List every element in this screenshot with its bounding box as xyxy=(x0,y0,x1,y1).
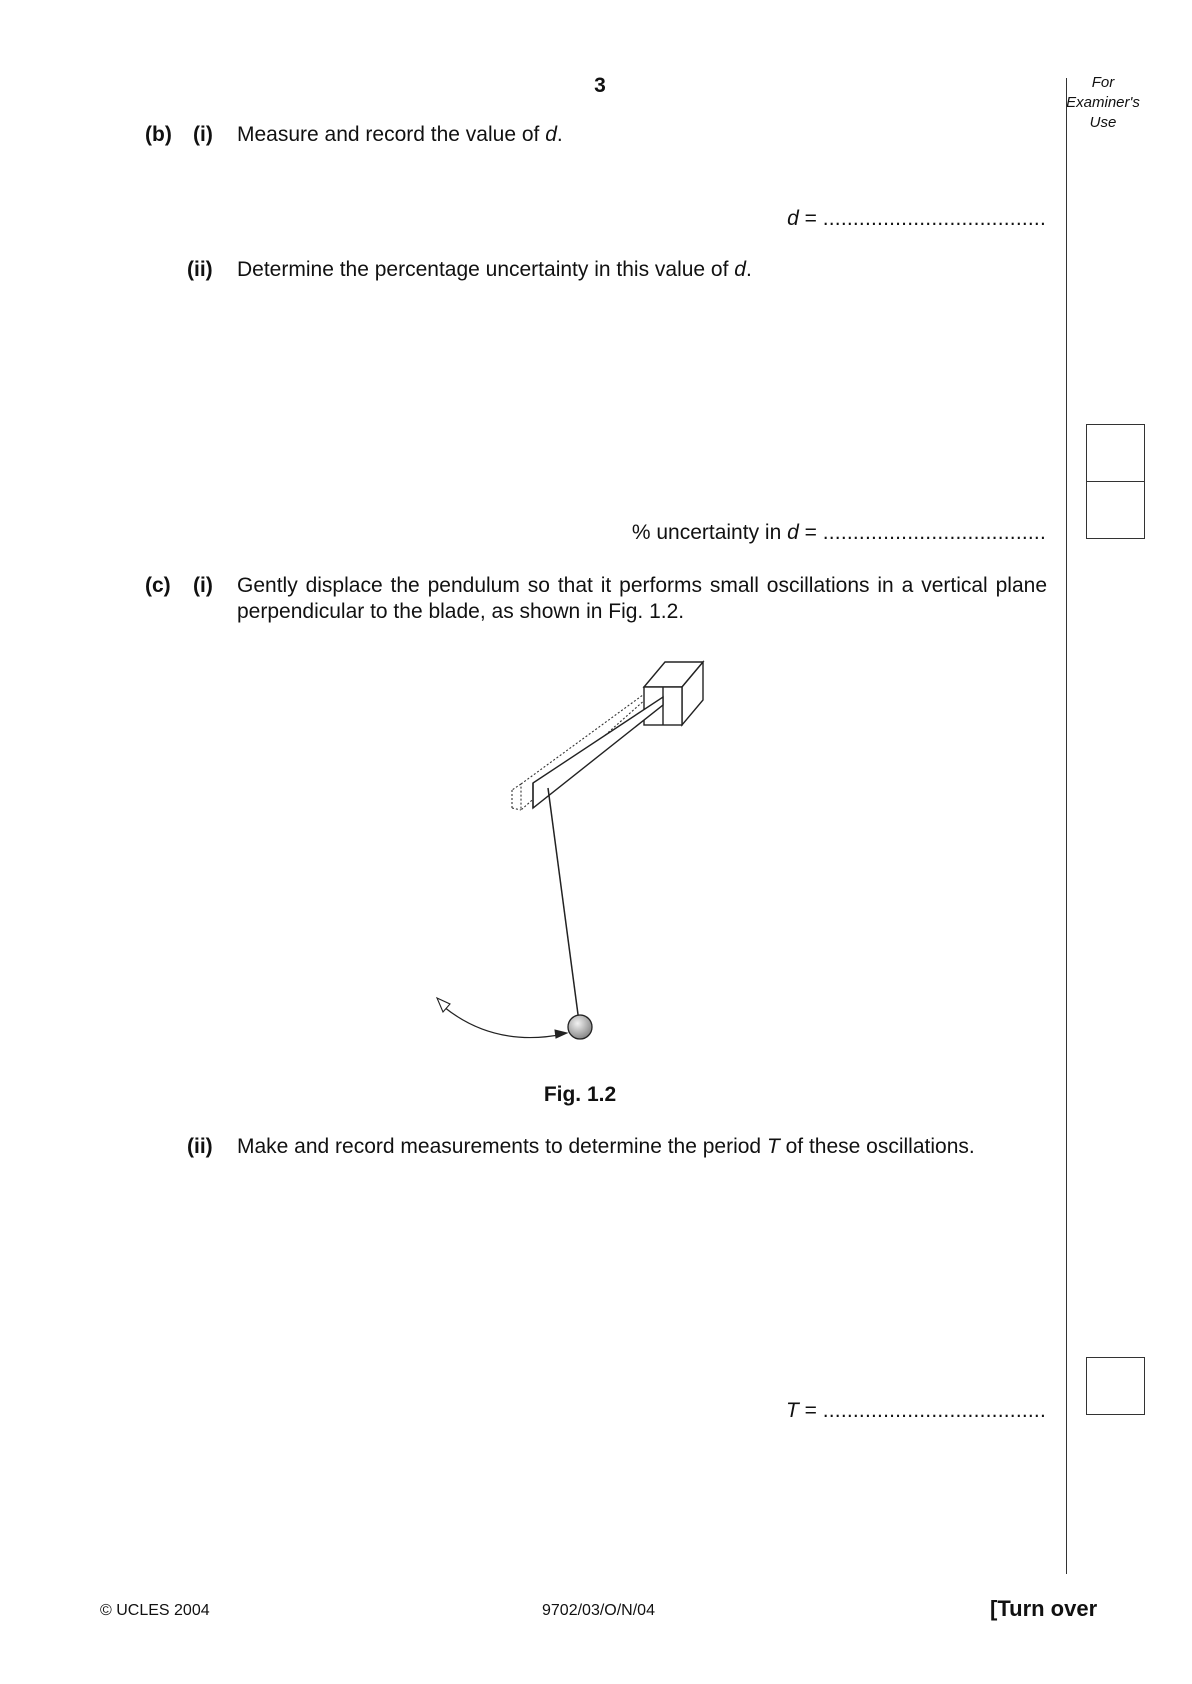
answer-dots: ..................................... xyxy=(822,521,1046,544)
answer-line-T[interactable] xyxy=(786,1398,1046,1424)
part-b-ii-question xyxy=(237,257,752,283)
part-b-ii-label: (ii) xyxy=(187,258,213,281)
part-c-ii-question xyxy=(237,1134,975,1160)
variable-d: d xyxy=(545,123,557,146)
part-b-i-question xyxy=(237,122,563,148)
part-c-label: (c) xyxy=(145,574,171,597)
part-c-i-label: (i) xyxy=(193,574,213,597)
answer-prefix: % uncertainty in xyxy=(631,521,788,544)
displaced-blade-outline xyxy=(512,692,647,810)
turn-over: [Turn over xyxy=(990,1596,1098,1621)
figure-caption: Fig. 1.2 xyxy=(543,1083,617,1106)
answer-variable: d xyxy=(787,207,799,230)
part-b-label: (b) xyxy=(145,123,172,146)
question-text-end: of these oscillations. xyxy=(779,1135,975,1158)
question-text: Determine the percentage uncertainty in this value of xyxy=(237,258,735,281)
variable-T: T xyxy=(766,1135,780,1158)
answer-dots: ..................................... xyxy=(822,1399,1046,1422)
paper-code: 9702/03/O/N/04 xyxy=(542,1602,655,1619)
part-c-i-question: Gently displace the pendulum so that it performs small oscillations in a vertical plane perpendicular to the blade, as shown in Fig. 1.2. xyxy=(237,574,1047,623)
copyright: © UCLES 2004 xyxy=(100,1602,210,1619)
part-c-ii-label: (ii) xyxy=(187,1135,213,1158)
answer-equals: = xyxy=(798,1399,823,1422)
question-text-end: . xyxy=(556,123,563,146)
answer-equals: = xyxy=(798,207,823,230)
examiner-use-label: For Examiner's Use xyxy=(1066,74,1140,131)
pendulum-figure xyxy=(420,650,740,1070)
answer-equals: = xyxy=(798,521,823,544)
variable-d: d xyxy=(734,258,746,281)
pendulum-thread xyxy=(548,788,579,1022)
question-text: Make and record measurements to determine the period xyxy=(237,1135,767,1158)
page-number: 3 xyxy=(594,74,606,97)
mark-box-b-i[interactable] xyxy=(1086,424,1145,482)
mark-box-b-ii[interactable] xyxy=(1086,481,1145,539)
answer-line-d[interactable] xyxy=(787,206,1046,232)
pendulum-bob xyxy=(568,1015,592,1039)
answer-variable: d xyxy=(787,521,799,544)
answer-line-uncertainty[interactable] xyxy=(632,520,1046,546)
mark-box-c[interactable] xyxy=(1086,1357,1145,1415)
question-text: Measure and record the value of xyxy=(237,123,546,146)
question-text-end: . xyxy=(745,258,752,281)
blade xyxy=(533,697,663,808)
part-b-i-label: (i) xyxy=(193,123,213,146)
swing-arrow-icon xyxy=(437,998,567,1038)
answer-dots: ..................................... xyxy=(822,207,1046,230)
examiner-margin-rule xyxy=(1066,78,1067,1574)
answer-variable: T xyxy=(785,1399,799,1422)
clamp-block xyxy=(644,662,703,725)
